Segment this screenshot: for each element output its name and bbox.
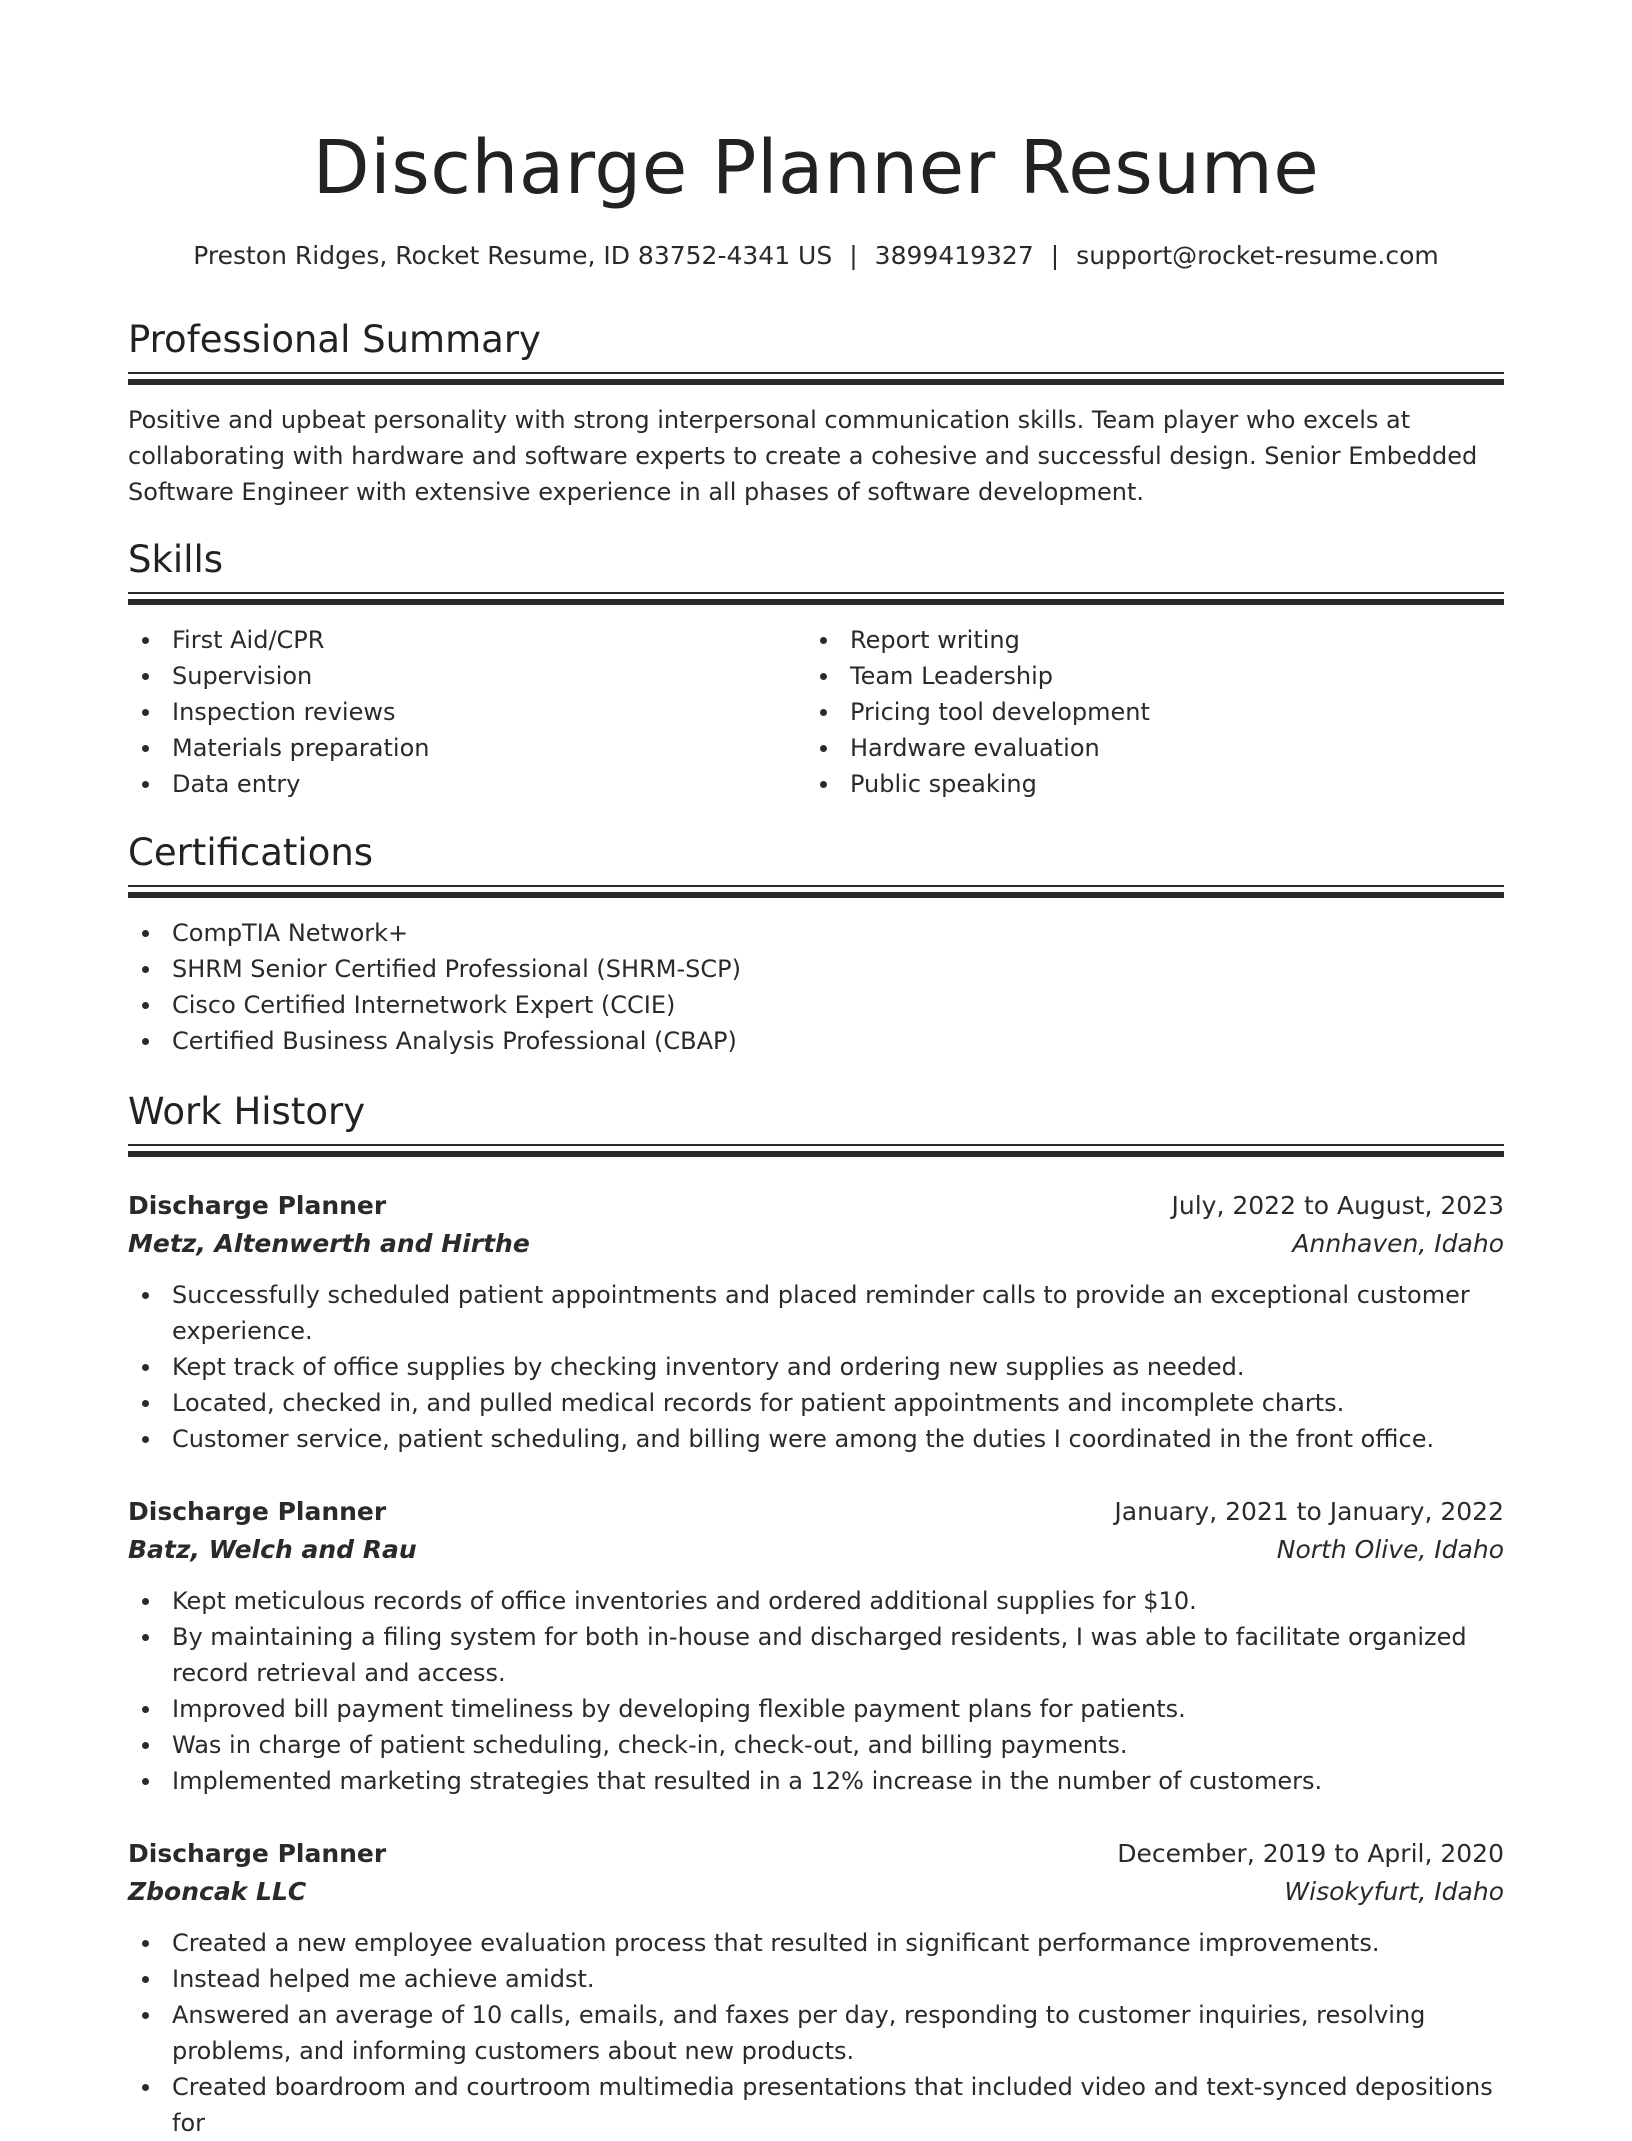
job-bullet: Successfully scheduled patient appointments and placed reminder calls to provide an exceptional customer experience. [128, 1277, 1504, 1349]
skill-item: Report writing [806, 622, 1484, 658]
section-divider [128, 1144, 1504, 1158]
contact-phone: 3899419327 [874, 241, 1034, 270]
skill-item: Public speaking [806, 766, 1484, 802]
job-entry [128, 1835, 1504, 2141]
section-divider [128, 885, 1504, 899]
job-subheader [128, 1873, 1504, 1911]
skill-item: Team Leadership [806, 658, 1484, 694]
section-divider [128, 592, 1504, 606]
job-location: North Olive, Idaho [1276, 1535, 1504, 1564]
summary-section [128, 316, 1504, 510]
job-bullet: Located, checked in, and pulled medical records for patient appointments and incomplete charts. [128, 1385, 1504, 1421]
job-bullets [128, 1583, 1504, 1799]
job-header [128, 1493, 1504, 1531]
job-company: Batz, Welch and Rau [128, 1535, 417, 1564]
section-heading-skills: Skills [128, 538, 224, 581]
job-header [128, 1187, 1504, 1225]
job-title: Discharge Planner [128, 1839, 387, 1868]
skill-item: Hardware evaluation [806, 730, 1484, 766]
job-company: Metz, Altenwerth and Hirthe [128, 1229, 530, 1258]
contact-separator: | [1050, 241, 1060, 270]
skill-item: Data entry [128, 766, 806, 802]
job-title: Discharge Planner [128, 1497, 387, 1526]
skill-item: First Aid/CPR [128, 622, 806, 658]
summary-text: Positive and upbeat personality with strong interpersonal communication skills. Team player who excels at collaborating with hardware and software experts to create a cohesive and successful design. Senior Embedded Software Engineer with extensive experience in all phases of software development. [128, 406, 1478, 506]
job-bullet: Created boardroom and courtroom multimedia presentations that included video and text-synced depositions for [128, 2069, 1504, 2141]
job-subheader [128, 1225, 1504, 1263]
skills-section [128, 536, 1504, 802]
job-bullet: Kept meticulous records of office inventories and ordered additional supplies for $10. [128, 1583, 1504, 1619]
section-heading-summary: Professional Summary [128, 318, 541, 361]
contact-line [128, 238, 1504, 274]
job-bullet: Instead helped me achieve amidst. [128, 1961, 1504, 1997]
job-dates: December, 2019 to April, 2020 [1117, 1839, 1504, 1868]
skills-list-right [806, 622, 1484, 802]
job-bullet: Was in charge of patient scheduling, check-in, check-out, and billing payments. [128, 1727, 1504, 1763]
skills-column-left [128, 622, 806, 802]
job-entry [128, 1493, 1504, 1799]
certification-item: SHRM Senior Certified Professional (SHRM-SCP) [128, 951, 1504, 987]
certification-item: Cisco Certified Internetwork Expert (CCIE) [128, 987, 1504, 1023]
job-dates: July, 2022 to August, 2023 [1171, 1191, 1504, 1220]
job-bullet: Improved bill payment timeliness by developing flexible payment plans for patients. [128, 1691, 1504, 1727]
job-bullet: Implemented marketing strategies that resulted in a 12% increase in the number of customers. [128, 1763, 1504, 1799]
skill-item: Pricing tool development [806, 694, 1484, 730]
job-bullet: Customer service, patient scheduling, and billing were among the duties I coordinated in the front office. [128, 1421, 1504, 1457]
job-title: Discharge Planner [128, 1191, 387, 1220]
certification-item: CompTIA Network+ [128, 915, 1504, 951]
skill-item: Materials preparation [128, 730, 806, 766]
resume-title: Discharge Planner Resume [312, 125, 1320, 211]
skills-list-left [128, 622, 806, 802]
certifications-section [128, 829, 1504, 1059]
contact-separator: | [849, 241, 858, 270]
skill-item: Inspection reviews [128, 694, 806, 730]
job-location: Annhaven, Idaho [1292, 1229, 1504, 1258]
skills-columns [128, 622, 1504, 802]
skill-item: Supervision [128, 658, 806, 694]
work-history-section [128, 1088, 1504, 1158]
job-bullet: Answered an average of 10 calls, emails, and faxes per day, responding to customer inquiries, resolving problems, and informing customers about new products. [128, 1997, 1504, 2069]
contact-email: support@rocket-resume.com [1076, 241, 1439, 270]
certifications-list [128, 915, 1504, 1059]
certification-item: Certified Business Analysis Professional (CBAP) [128, 1023, 1504, 1059]
job-entry [128, 1187, 1504, 1457]
job-location: Wisokyfurt, Idaho [1284, 1877, 1504, 1906]
skills-column-right [806, 622, 1484, 802]
section-divider [128, 372, 1504, 386]
section-heading-certifications: Certifications [128, 831, 374, 874]
contact-address: Preston Ridges, Rocket Resume, ID 83752-4341 US [193, 241, 833, 270]
job-bullets [128, 1277, 1504, 1457]
job-bullet: Created a new employee evaluation process that resulted in significant performance improvements. [128, 1925, 1504, 1961]
job-dates: January, 2021 to January, 2022 [1114, 1497, 1504, 1526]
job-bullet: Kept track of office supplies by checking inventory and ordering new supplies as needed. [128, 1349, 1504, 1385]
job-header [128, 1835, 1504, 1873]
job-bullet: By maintaining a filing system for both in-house and discharged residents, I was able to facilitate organized record retrieval and access. [128, 1619, 1504, 1691]
job-subheader [128, 1531, 1504, 1569]
section-heading-work-history: Work History [128, 1090, 366, 1133]
job-company: Zboncak LLC [128, 1877, 307, 1906]
job-bullets [128, 1925, 1504, 2141]
